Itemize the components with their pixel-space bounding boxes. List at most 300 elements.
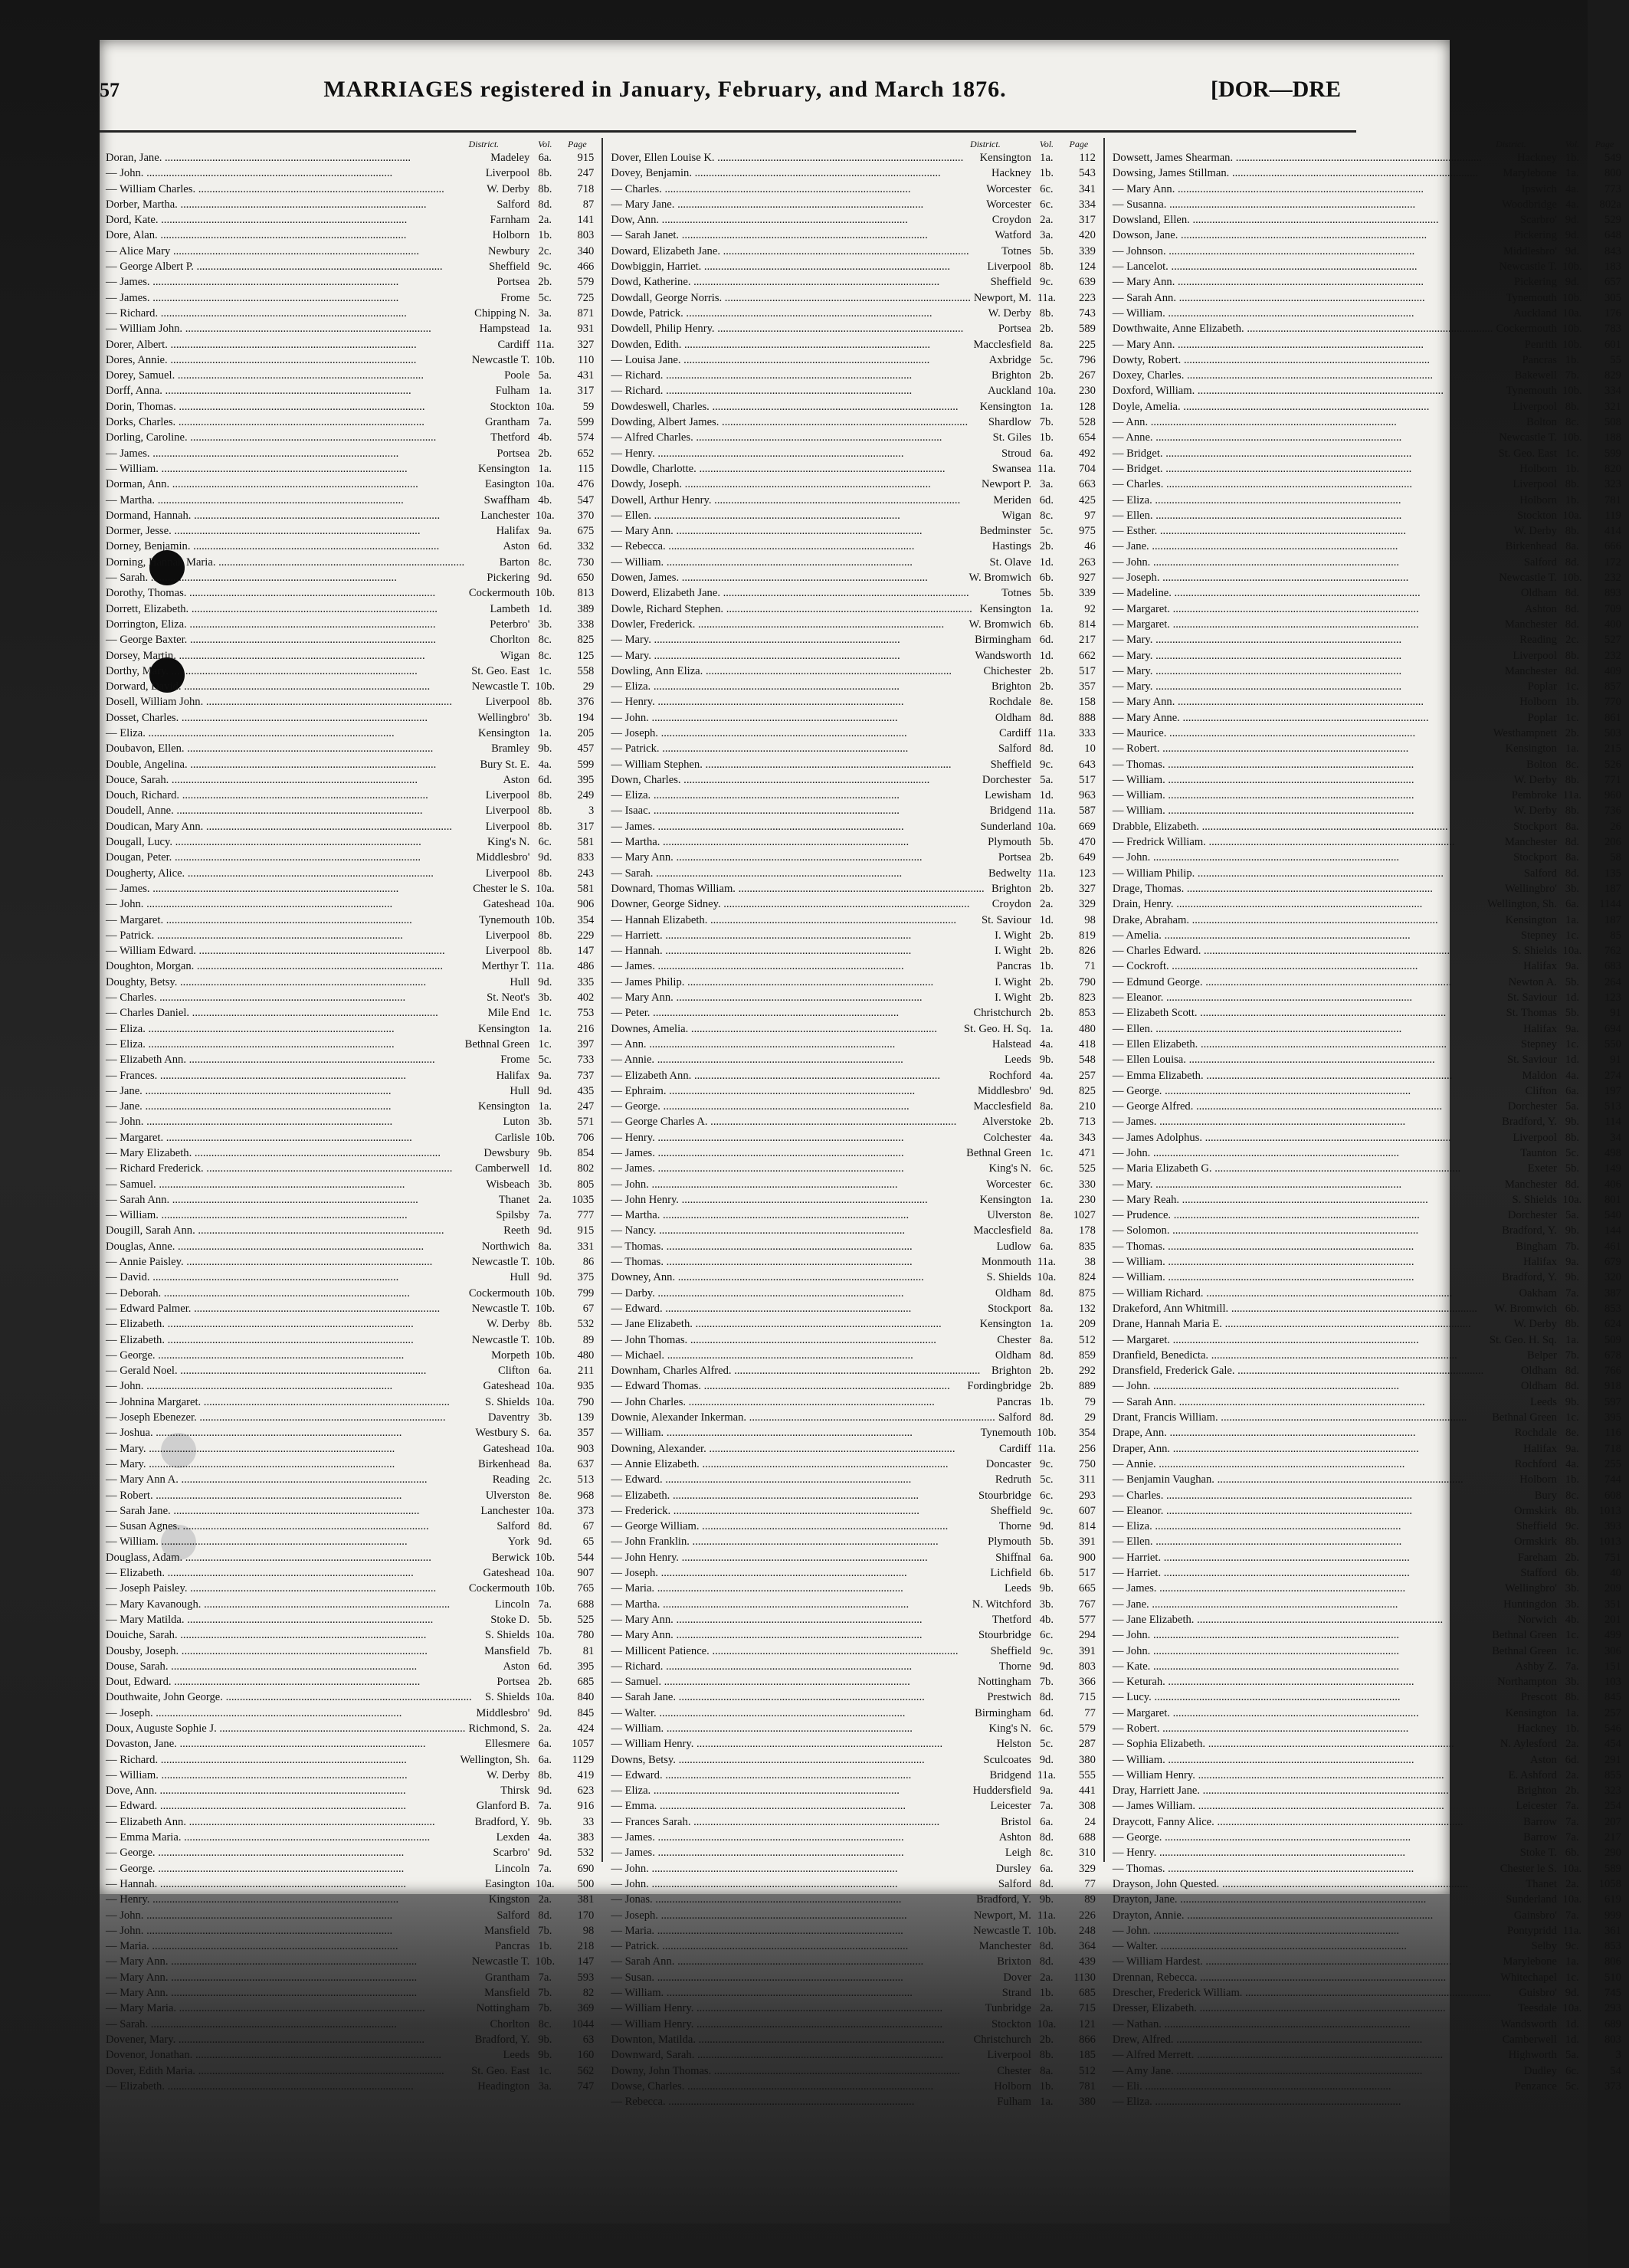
entry-page: 777 (577, 1209, 595, 1222)
entry-name (1113, 430, 1496, 445)
entry-volume: 2b. (1039, 664, 1054, 677)
entry-volume: 2a. (538, 214, 552, 227)
entry-page: 247 (577, 1100, 595, 1113)
entry-name (1113, 1270, 1499, 1285)
entry-name-text: — Elizabeth. (611, 1489, 670, 1502)
entry-name-text: Dowerd, Elizabeth Jane. (611, 587, 720, 600)
entry-name (611, 788, 982, 803)
leader-dots (1178, 229, 1427, 241)
leader-dots (711, 2065, 960, 2077)
entry-volume: 7b. (538, 1924, 552, 1937)
entry-page: 773 (1604, 182, 1621, 195)
entry-district: Bakewell (1514, 369, 1557, 382)
register-entry (106, 664, 594, 679)
leader-dots (1203, 1955, 1452, 1968)
entry-district: Stockport (1513, 851, 1557, 864)
entry-district: Liverpool (987, 2049, 1031, 2062)
entry-name (611, 1254, 978, 1270)
entry-name (106, 1612, 487, 1627)
entry-name (106, 1177, 483, 1192)
register-entry (106, 1752, 594, 1768)
entry-district: Dorchester (982, 773, 1031, 786)
entry-name-text: — George. (106, 1349, 156, 1362)
entry-page: 380 (1078, 2096, 1096, 2109)
leader-dots (165, 1334, 414, 1346)
entry-name (106, 1939, 492, 1954)
entry-page: 532 (577, 1318, 595, 1331)
entry-page: 855 (1604, 1768, 1621, 1781)
entry-name (1113, 1923, 1504, 1939)
entry-name (1113, 664, 1502, 679)
entry-volume: 8a. (1040, 1224, 1054, 1237)
register-entry (1113, 1378, 1621, 1394)
entry-name-text: — Patrick. (106, 929, 155, 942)
entry-page: 517 (1078, 773, 1096, 786)
entry-volume: 9a. (1040, 1785, 1054, 1798)
entry-district: Northampton (1497, 1676, 1557, 1689)
entry-volume: 1b. (1565, 152, 1580, 164)
entry-name (106, 1363, 495, 1378)
leader-dots (670, 1505, 919, 1517)
register-entry (106, 1052, 594, 1067)
entry-name (1113, 1845, 1517, 1860)
register-entry (611, 664, 1096, 679)
entry-page: 685 (577, 1676, 595, 1689)
entry-district: S. Shields (1512, 1193, 1557, 1206)
register-entry (611, 415, 1096, 430)
entry-name-text: Dorling, Caroline. (106, 431, 188, 444)
register-entry (106, 1690, 594, 1705)
entry-name-text: Dowson, Jane. (1112, 229, 1178, 242)
leader-dots (657, 1707, 906, 1719)
entry-name-text: — James. (106, 291, 150, 304)
entry-page: 1058 (1598, 1877, 1621, 1890)
leader-dots (1150, 1645, 1399, 1657)
register-entry (1113, 1239, 1621, 1254)
entry-name (611, 1923, 970, 1939)
entry-name-text: — Kate. (1112, 1660, 1151, 1673)
entry-name (611, 555, 986, 570)
register-entry (106, 228, 594, 243)
leader-dots (1165, 1241, 1414, 1253)
register-entry (1113, 228, 1621, 243)
entry-name (611, 866, 985, 881)
entry-district: Thetford (991, 1613, 1031, 1626)
entry-page: 597 (1604, 1395, 1621, 1408)
entry-name-text: — Sarah Ann. (106, 1193, 170, 1206)
leader-dots (192, 2049, 441, 2061)
register-entry (611, 959, 1096, 974)
entry-district: Kensington (979, 152, 1031, 164)
register-entry (106, 1239, 594, 1254)
leader-dots (1152, 665, 1401, 677)
register-entry (1113, 788, 1621, 803)
register-entry (1113, 399, 1621, 415)
entry-volume: 9c. (1040, 1644, 1054, 1657)
entry-district: Luton (503, 1116, 530, 1129)
register-entry (1113, 1114, 1621, 1129)
entry-volume: 2b. (1039, 540, 1054, 553)
entry-district: Halifax (1523, 1256, 1557, 1269)
leader-dots (710, 401, 959, 413)
entry-volume: 9a. (1565, 1022, 1579, 1035)
entry-name-text: — Esther. (1112, 525, 1158, 538)
entry-page: 389 (577, 602, 595, 615)
leader-dots (223, 1691, 472, 1703)
register-entry (1113, 493, 1621, 508)
entry-name-text: — George. (1112, 1831, 1162, 1844)
entry-district: Portsea (497, 276, 530, 289)
entry-district: Ludlow (996, 1240, 1031, 1253)
entry-page: 400 (1604, 618, 1621, 631)
entry-name-text: — Walter. (1112, 1940, 1159, 1953)
leader-dots (1150, 1147, 1399, 1159)
leader-dots (157, 1070, 406, 1082)
entry-name-text: Downie, Alexander Inkerman. (611, 1411, 747, 1424)
leader-dots (697, 463, 946, 475)
entry-name-text: — John. (106, 167, 144, 180)
column-heading (1113, 138, 1621, 150)
entry-volume: 10a. (535, 400, 555, 413)
entry-name-text: — John. (106, 1909, 144, 1922)
entry-volume: 7a. (1040, 1800, 1054, 1813)
entry-volume: 2a. (1565, 1738, 1579, 1751)
entry-name-text: — Edward. (106, 1800, 158, 1813)
register-entry (1113, 959, 1621, 974)
entry-volume: 2b. (1039, 882, 1054, 895)
leader-dots (174, 805, 423, 817)
entry-page: 767 (1078, 1598, 1096, 1611)
register-entry (1113, 1254, 1621, 1270)
leader-dots (154, 929, 403, 942)
leader-dots (143, 1380, 392, 1392)
entry-name (1113, 632, 1516, 647)
entry-district: Hastings (991, 540, 1031, 553)
entry-volume: 9b. (1565, 1116, 1580, 1129)
entry-volume: 1b. (1565, 1722, 1580, 1735)
entry-page: 77 (1084, 1877, 1096, 1890)
leader-dots (679, 572, 928, 584)
entry-name (611, 1208, 984, 1223)
entry-page: 383 (577, 1831, 595, 1844)
leader-dots (143, 898, 392, 910)
entry-district: Swaffham (483, 493, 530, 506)
entry-name-text: — Sarah. (106, 572, 149, 585)
entry-volume: 7a. (1565, 1831, 1579, 1844)
leader-dots (660, 742, 909, 755)
register-entry (611, 1286, 1096, 1301)
entry-page: 201 (1604, 1613, 1621, 1626)
register-entry (106, 461, 594, 477)
entry-district: Glanford B. (476, 1800, 530, 1813)
leader-dots (176, 650, 425, 662)
entry-page: 915 (577, 152, 595, 164)
entry-district: Kensington (1505, 742, 1557, 755)
entry-volume: 6d. (538, 773, 552, 786)
entry-name (106, 1316, 483, 1332)
entry-name-text: — William. (611, 1722, 664, 1735)
entry-name-text: — Edward Thomas. (611, 1380, 702, 1393)
entry-name (611, 1706, 972, 1721)
entry-page: 1013 (1598, 1504, 1621, 1517)
leader-dots (143, 1925, 392, 1937)
entry-district: Cardiff (998, 726, 1031, 739)
entry-district: St. Saviour (982, 913, 1031, 926)
entry-volume: 6b. (1565, 1302, 1580, 1315)
leader-dots (157, 1800, 406, 1812)
entry-name (611, 1114, 979, 1129)
register-entry (106, 1021, 594, 1037)
register-entry (611, 1488, 1096, 1503)
entry-page: 294 (1078, 1629, 1096, 1642)
entry-district: Mansfield (484, 1924, 530, 1937)
register-entry (106, 648, 594, 664)
entry-name-text: — Jonas. (611, 1893, 653, 1906)
entry-name (611, 664, 980, 679)
entry-district: Liverpool (1513, 478, 1557, 491)
entry-name-text: — Bridget. (1112, 447, 1163, 460)
leader-dots (217, 1722, 466, 1735)
register-entry (611, 772, 1096, 788)
entry-name (1113, 1005, 1503, 1021)
entry-district: Halifax (1523, 960, 1557, 973)
entry-volume: 5c. (1040, 1473, 1054, 1486)
register-entry (611, 1192, 1096, 1208)
leader-dots (169, 1194, 418, 1206)
entry-district: Dewsbury (483, 1147, 530, 1159)
leader-dots (159, 214, 408, 226)
entry-name (106, 943, 483, 959)
register-entry (106, 493, 594, 508)
entry-name-text: — Joseph Paisley. (106, 1582, 188, 1595)
register-entry (106, 415, 594, 430)
entry-district: Wisbeach (486, 1178, 530, 1191)
entry-district: N. Aylesford (1500, 1738, 1557, 1751)
entry-volume: 8d. (1039, 1955, 1054, 1968)
entry-name-text: — Hannah. (106, 1877, 158, 1890)
entry-name-text: Dranfield, Benedicta. (1112, 1349, 1209, 1362)
entry-name (611, 1659, 995, 1674)
leader-dots (663, 945, 912, 957)
entry-page: 197 (1604, 1084, 1621, 1097)
entry-page: 529 (1604, 214, 1621, 227)
entry-name-text: — Elizabeth. (106, 1333, 165, 1346)
entry-name-text: — William. (106, 1209, 159, 1222)
entry-district: Chester (997, 1333, 1031, 1346)
entry-name (1113, 772, 1511, 788)
entry-page: 587 (1078, 805, 1096, 818)
entry-name-text: Dorman, Ann. (106, 478, 170, 491)
entry-name-text: — Emma Elizabeth. (1112, 1069, 1204, 1082)
entry-district: Bedwelty (988, 867, 1031, 880)
entry-name (106, 648, 497, 664)
leader-dots (203, 821, 452, 833)
entry-page: 292 (1078, 1365, 1096, 1378)
entry-district: Stockport (988, 1302, 1031, 1315)
leader-dots (177, 976, 426, 988)
register-entry (611, 212, 1096, 228)
entry-page: 663 (1078, 478, 1096, 491)
entry-district: Woodbridge (1502, 198, 1557, 211)
entry-page: 149 (1604, 1162, 1621, 1175)
entry-volume: 9a. (538, 1069, 552, 1082)
leader-dots (162, 385, 411, 397)
entry-district: W. Derby (487, 1768, 530, 1781)
entry-name-text: — Eliza. (611, 1785, 651, 1798)
entry-page: 513 (577, 1473, 595, 1486)
entry-name-text: Dorrington, Eliza. (106, 618, 187, 631)
register-entry (611, 726, 1096, 741)
entry-name (106, 1378, 480, 1394)
entry-page: 893 (1604, 587, 1621, 600)
leader-dots (157, 1878, 406, 1890)
entry-district: Bethnal Green (966, 1147, 1031, 1159)
register-entry (611, 493, 1096, 508)
register-entry (611, 2063, 1096, 2079)
entry-name-text: Doudell, Anne. (106, 805, 174, 818)
entry-name (1113, 850, 1510, 865)
entry-name (106, 990, 483, 1005)
entry-name-text: — Thomas. (1112, 1862, 1165, 1875)
entry-name-text: — James William. (1112, 1800, 1196, 1813)
leader-dots (1218, 1411, 1467, 1424)
entry-district: Shiffnal (995, 1551, 1031, 1564)
entry-district: Manchester (1504, 618, 1557, 631)
register-entry (1113, 1674, 1621, 1690)
entry-page: 205 (577, 726, 595, 739)
register-entry (611, 1223, 1096, 1238)
register-entry (611, 337, 1096, 352)
entry-district: Ashton (1524, 602, 1557, 615)
register-entry (1113, 866, 1621, 881)
entry-name (106, 290, 497, 306)
entry-name (1113, 1457, 1512, 1472)
entry-name (106, 632, 487, 647)
register-entry (611, 866, 1096, 881)
entry-district: Newcastle T. (471, 1302, 530, 1315)
entry-page: 805 (577, 1178, 595, 1191)
entry-name (1113, 1876, 1522, 1892)
register-entry (106, 1301, 594, 1316)
entry-district: S. Shields (484, 1629, 530, 1642)
entry-volume: 8d. (1565, 1365, 1580, 1378)
leader-dots (1165, 759, 1414, 771)
entry-name (611, 1316, 976, 1332)
entry-name-text: — Fredrick William. (1112, 836, 1206, 849)
leader-dots (651, 680, 900, 693)
entry-volume: 1a. (538, 462, 552, 475)
leader-dots (1172, 587, 1421, 599)
register-entry (611, 1861, 1096, 1876)
entry-page: 128 (1078, 400, 1096, 413)
register-entry (1113, 1659, 1621, 1674)
entry-volume: 2a. (538, 1722, 552, 1735)
entry-district: York (507, 1535, 530, 1549)
entry-name (106, 1721, 465, 1736)
entry-name (106, 788, 483, 803)
leader-dots (719, 416, 968, 428)
register-entry (106, 1768, 594, 1783)
entry-district: W. Derby (988, 306, 1031, 320)
entry-name-text: — Ellen. (1112, 1535, 1153, 1549)
entry-district: St. Geo. H. Sq. (963, 1022, 1031, 1035)
entry-name-text: — William. (1112, 306, 1165, 320)
leader-dots (659, 214, 908, 226)
entry-page: 498 (1604, 1147, 1621, 1159)
entry-volume: 7b. (1565, 1349, 1580, 1362)
entry-page: 317 (577, 385, 595, 398)
entry-district: Dursley (995, 1862, 1031, 1875)
leader-dots (696, 2034, 945, 2046)
entry-name (611, 1348, 992, 1363)
leader-dots (146, 1023, 395, 1035)
entry-district: Dorchester (1507, 1209, 1557, 1222)
entry-page: 762 (1604, 945, 1621, 958)
entry-volume: 8a. (1040, 2064, 1054, 2077)
entry-volume: 10b. (535, 1256, 556, 1269)
entry-volume: 8d. (1565, 664, 1580, 677)
register-entry (1113, 1410, 1621, 1425)
entry-page: 528 (1078, 416, 1096, 429)
entry-district: Barrow (1523, 1831, 1557, 1844)
entry-district: Wandsworth (1500, 2017, 1557, 2030)
entry-name-text: — Lucy. (1112, 1691, 1152, 1704)
leader-dots (1195, 867, 1444, 880)
leader-dots (664, 1241, 913, 1253)
entry-name-text: — John. (611, 1862, 649, 1875)
register-entry (611, 166, 1096, 181)
entry-page: 124 (1078, 261, 1096, 274)
leader-dots (654, 1971, 903, 1984)
entry-volume: 2c. (538, 1473, 552, 1486)
entry-district: Fareham (1517, 1551, 1557, 1564)
entry-page: 643 (1078, 758, 1096, 771)
register-entry (1113, 1488, 1621, 1503)
entry-page: 532 (577, 1847, 595, 1860)
entry-name-text: — James Adolphus. (1112, 1131, 1203, 1144)
entry-name (1113, 1208, 1505, 1223)
entry-name (106, 975, 506, 990)
entry-volume: 9b. (1039, 1893, 1054, 1906)
register-entry (611, 1425, 1096, 1440)
entry-name-text: — Richard. (611, 1660, 664, 1673)
entry-volume: 8a. (1040, 338, 1054, 351)
entry-district: Lanchester (480, 509, 530, 522)
leader-dots (1152, 634, 1401, 646)
entry-district: Leeds (1530, 1395, 1557, 1408)
entry-page: 975 (1078, 525, 1096, 538)
entry-name (611, 415, 985, 430)
entry-district: Newcastle T. (471, 680, 530, 693)
entry-volume: 9a. (1565, 960, 1579, 973)
entry-page: 79 (1084, 1395, 1096, 1408)
entry-name (1113, 368, 1512, 383)
entry-volume: 2b. (1039, 929, 1054, 942)
register-entry (611, 1565, 1096, 1581)
entry-volume: 10b. (1562, 385, 1582, 398)
register-entry (611, 1378, 1096, 1394)
entry-name (1113, 182, 1519, 197)
register-entry (611, 1690, 1096, 1705)
entry-name (106, 1114, 500, 1129)
entry-district: Bridgend (989, 1768, 1031, 1781)
leader-dots (1174, 898, 1423, 910)
entry-volume: 6a. (538, 1365, 552, 1378)
entry-name-text: Douthwaite, John George. (106, 1691, 223, 1704)
entry-district: Newton A. (1508, 975, 1557, 988)
entry-name-text: — Joseph. (106, 1706, 153, 1719)
entry-district: Stockton (490, 400, 530, 413)
